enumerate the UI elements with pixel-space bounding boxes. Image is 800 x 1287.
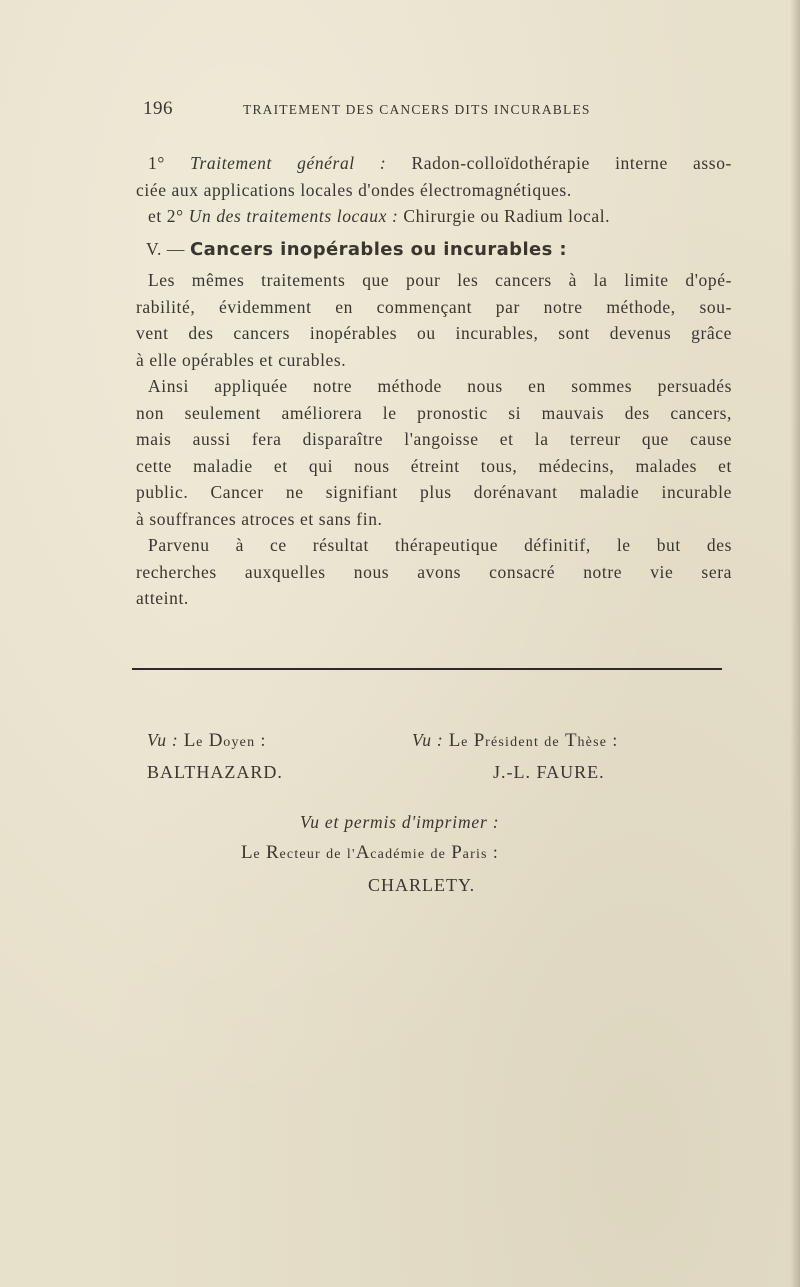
section-number: V. — (146, 238, 186, 259)
paragraph-3-line: à elle opérables et curables. (136, 349, 347, 370)
small-caps-initial: D (208, 730, 224, 751)
paragraph-3-line: Les mêmes traitements que pour les cancers à la limite d'opé- (148, 270, 732, 290)
small-caps-rest: cadémie (370, 847, 426, 862)
vu-label: Vu : (147, 730, 179, 750)
paragraph-1-line-1 (136, 150, 732, 177)
paragraph-5-line: recherches auxquelles nous avons consacré notre vie sera (136, 561, 732, 582)
small-caps-rest: e (461, 735, 469, 750)
body-text (136, 150, 732, 612)
small-caps-initial: P (473, 730, 486, 751)
small-caps-rest: l' (346, 847, 356, 862)
section-title: Cancers inopérables ou incurables : (190, 238, 568, 260)
italic-term: Traitement général : (190, 153, 387, 173)
small-caps-rest: e (253, 847, 261, 862)
page-header (143, 98, 733, 124)
paragraph-2-line (136, 203, 732, 230)
small-caps-rest: de (430, 847, 447, 862)
small-caps-rest: résident (485, 735, 540, 750)
paragraph-4-line: Ainsi appliquée notre méthode nous en sommes persuadés (148, 376, 732, 396)
paragraph-5-line: atteint. (136, 588, 189, 608)
small-caps-rest: de (326, 847, 342, 862)
small-caps-initial: T (565, 730, 578, 751)
small-caps-rest: ecteur (279, 847, 321, 862)
signature-left-name: BALTHAZARD. (147, 762, 283, 782)
text-span: et 2° (148, 206, 184, 226)
small-caps-initial: R (266, 842, 280, 863)
small-caps-initial: P (451, 842, 463, 863)
page-number: 196 (143, 98, 173, 119)
horizontal-rule (132, 668, 722, 670)
small-caps-initial: L (241, 842, 254, 863)
small-caps-initial: L (183, 730, 197, 751)
permis-line: Vu et permis d'imprimer : (300, 812, 500, 832)
colon: : (612, 730, 618, 750)
text-span: Chirurgie ou Radium local. (403, 206, 611, 226)
vu-label: Vu : (412, 730, 444, 750)
paragraph-5-line: Parvenu à ce résultat thérapeutique définitif, le but des (148, 535, 732, 555)
paragraph-4-line: cette maladie et qui nous étreint tous, médecins, malades et (136, 455, 732, 476)
small-caps-rest: e (196, 735, 204, 750)
page-edge-shadow (790, 0, 800, 1287)
small-caps-initial: A (355, 842, 371, 863)
paragraph-3-line: rabilité, évidemment en commençant par notre méthode, sou- (136, 296, 732, 317)
recteur-title (241, 842, 499, 864)
signature-left-title (147, 730, 266, 752)
small-caps-rest: oyen (223, 735, 256, 750)
text-span: Radon-colloïdothérapie interne asso- (411, 153, 732, 173)
running-title: TRAITEMENT DES CANCERS DITS INCURABLES (243, 102, 591, 117)
signature-right-title (412, 730, 618, 752)
small-caps-rest: aris (462, 847, 488, 862)
paragraph-1-line-2: ciée aux applications locales d'ondes électromagnétiques. (136, 179, 572, 200)
colon: : (492, 842, 499, 862)
small-caps-initial: L (448, 730, 462, 751)
final-signature-name: CHARLETY. (368, 875, 476, 895)
paragraph-4-line: public. Cancer ne signifiant plus dorénavant maladie incurable (136, 482, 732, 502)
small-caps-rest: de (544, 735, 560, 750)
italic-term: Un des traitements locaux : (188, 206, 399, 226)
list-number: 1° (148, 153, 165, 173)
paragraph-4-line: mais aussi fera disparaître l'angoisse et la terreur que cause (136, 429, 732, 449)
section-heading (136, 236, 732, 264)
signature-right-name: J.-L. FAURE. (493, 762, 605, 782)
paragraph-4-line: non seulement améliorera le pronostic si mauvais des cancers, (136, 402, 732, 423)
paragraph-4-line: à souffrances atroces et sans fin. (136, 508, 383, 529)
paragraph-3-line: vent des cancers inopérables ou incurables, sont devenus grâce (136, 323, 732, 343)
colon: : (260, 730, 267, 750)
small-caps-rest: hèse (577, 735, 608, 750)
